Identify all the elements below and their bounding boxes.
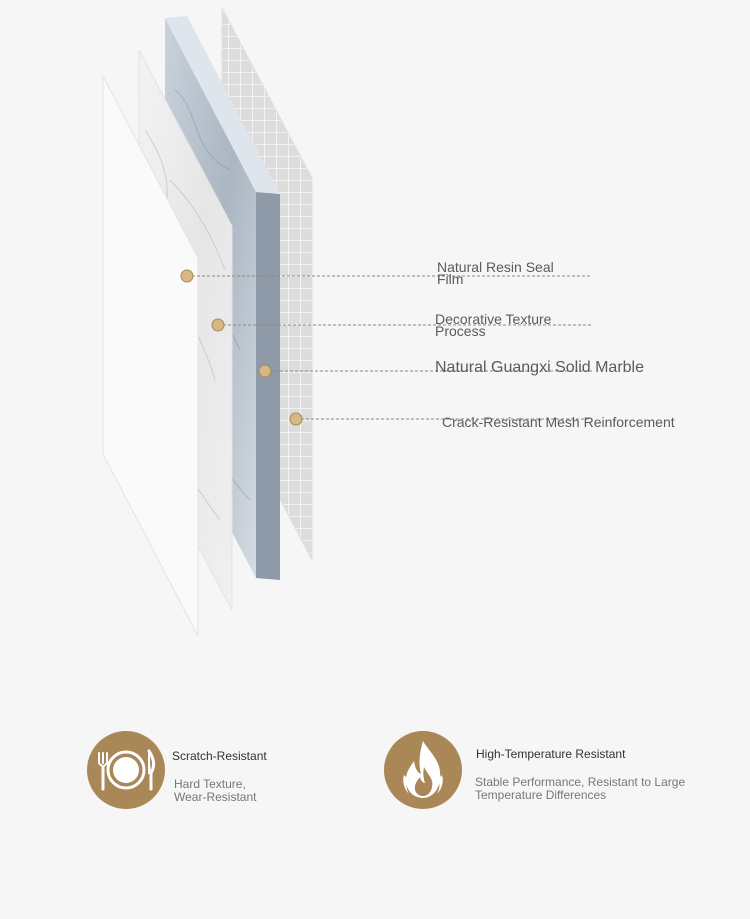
callout-label: Natural Guangxi Solid Marble	[435, 359, 644, 376]
feature-high-temperature	[384, 731, 724, 811]
feature-title: Scratch-Resistant	[172, 749, 267, 763]
callout-dot-1	[181, 270, 193, 282]
feature-title: High-Temperature Resistant	[476, 747, 626, 761]
callout-label: Decorative Texture	[435, 311, 552, 327]
callout-dot-4	[290, 413, 302, 425]
plate-cutlery-icon	[87, 731, 165, 809]
callout-dot-2	[212, 319, 224, 331]
marble-layer-edge	[256, 192, 280, 580]
callout-label: Crack-Resistant Mesh Reinforcement	[442, 414, 675, 430]
callout-label: Process	[435, 323, 486, 339]
callout-texture	[435, 310, 551, 340]
callout-resin-film	[437, 258, 554, 288]
feature-description: Hard Texture, Wear-Resistant	[174, 777, 257, 804]
flame-icon	[384, 731, 462, 809]
feature-description: Stable Performance, Resistant to Large Temperature Differences	[475, 775, 686, 802]
feature-scratch-resistant	[87, 731, 367, 811]
callout-label: Film	[437, 271, 464, 287]
callout-dot-3	[259, 365, 271, 377]
callout-label: Natural Resin Seal	[437, 259, 554, 275]
callout-marble	[435, 359, 644, 377]
callout-mesh	[442, 413, 675, 431]
